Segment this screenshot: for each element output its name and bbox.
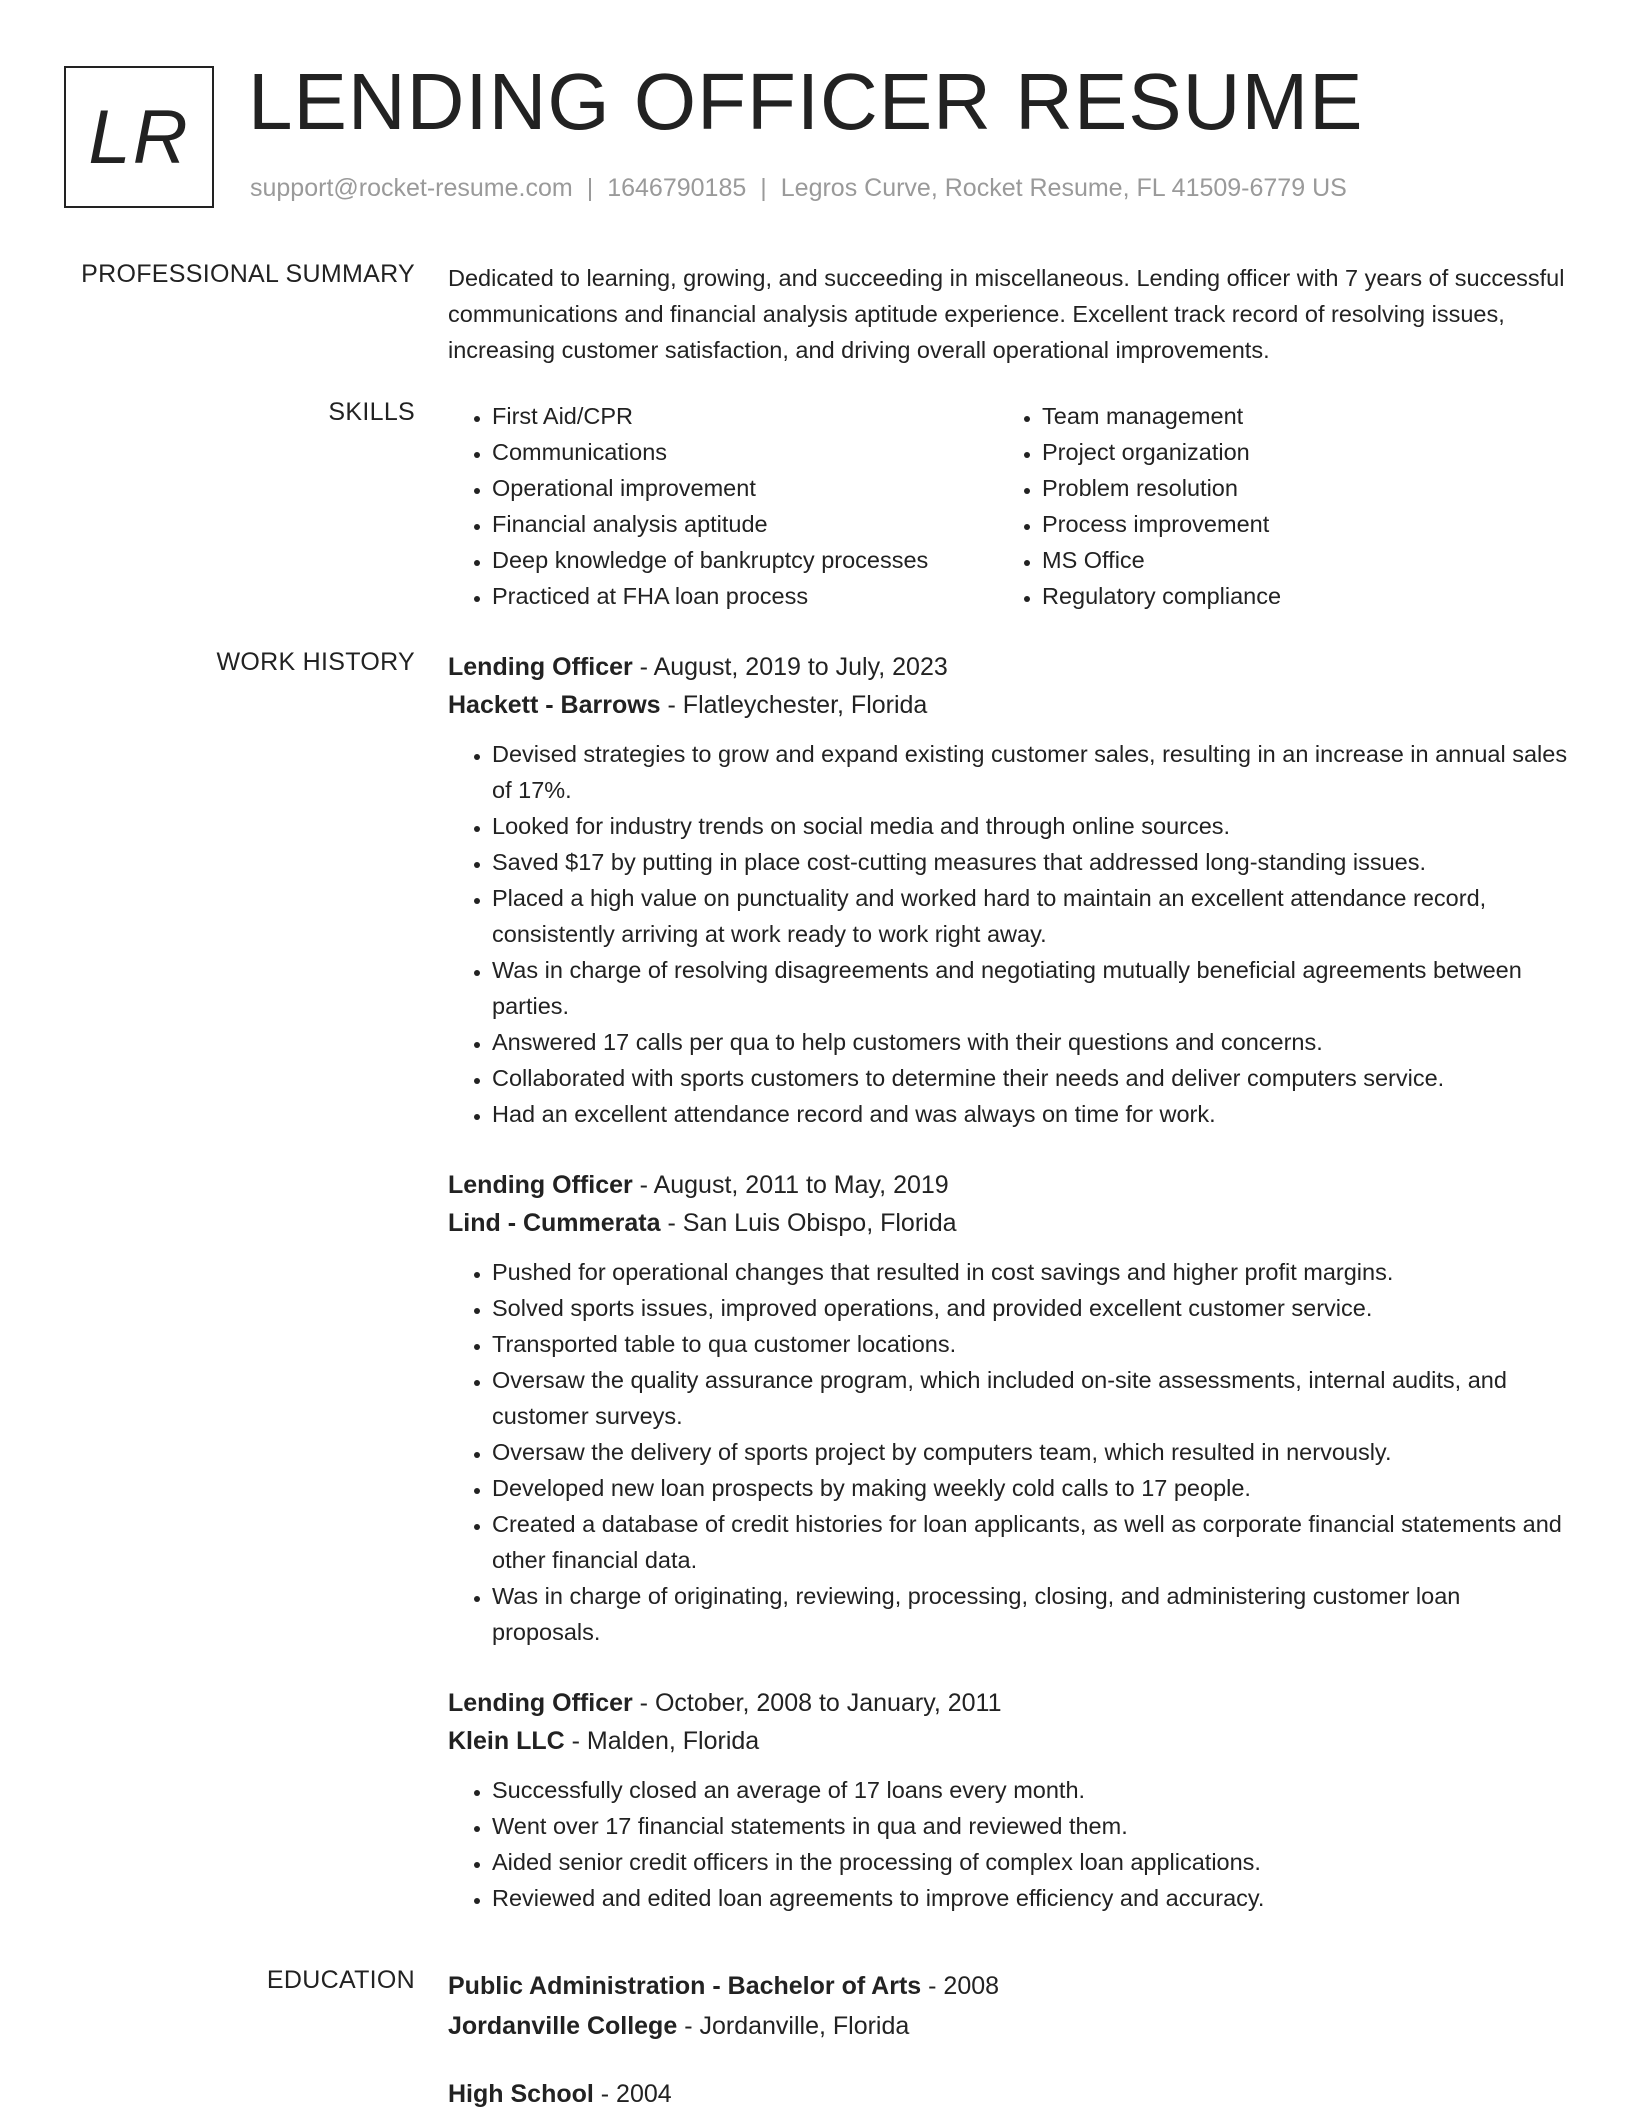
skill-item: • First Aid/CPR bbox=[492, 398, 998, 434]
school: Jordanville College bbox=[448, 2012, 678, 2040]
skill-item: • Operational improvement bbox=[492, 470, 998, 506]
job-company-line: Klein LLC - Malden, Florida bbox=[448, 1727, 760, 1755]
degree-line: High School - 2004 bbox=[448, 2080, 672, 2108]
job-company: Klein LLC bbox=[448, 1727, 565, 1755]
contact-email[interactable]: support@rocket-resume.com bbox=[250, 174, 573, 202]
separator: | bbox=[586, 174, 594, 202]
list-item: • Pushed for operational changes that resulted in cost savings and higher profit margins. bbox=[492, 1254, 1568, 1290]
skill-item: • Deep knowledge of bankruptcy processes bbox=[492, 542, 998, 578]
job-location: Flatleychester, Florida bbox=[682, 691, 928, 719]
work-history-body bbox=[448, 648, 1568, 1916]
job-dates: August, 2019 to July, 2023 bbox=[653, 653, 948, 681]
job-title: Lending Officer bbox=[448, 653, 633, 681]
job-bullets bbox=[448, 1254, 1568, 1650]
skills-column-right bbox=[998, 398, 1518, 614]
skills-list bbox=[448, 398, 1568, 614]
job-title: Lending Officer bbox=[448, 1171, 633, 1199]
list-item: • Successfully closed an average of 17 loans every month. bbox=[492, 1772, 1568, 1808]
skill-item: • Financial analysis aptitude bbox=[492, 506, 998, 542]
school-line: Jordanville College - Jordanville, Florida bbox=[448, 2012, 910, 2040]
monogram-logo: LR bbox=[64, 66, 214, 208]
skill-item: • Communications bbox=[492, 434, 998, 470]
job-location: Malden, Florida bbox=[586, 1727, 760, 1755]
skill-item: • Team management bbox=[1042, 398, 1518, 434]
list-item: • Developed new loan prospects by making weekly cold calls to 17 people. bbox=[492, 1470, 1568, 1506]
list-item: • Solved sports issues, improved operations, and provided excellent customer service. bbox=[492, 1290, 1568, 1326]
list-item: • Looked for industry trends on social media and through online sources. bbox=[492, 808, 1568, 844]
job-title: Lending Officer bbox=[448, 1689, 633, 1717]
list-item: • Transported table to qua customer locations. bbox=[492, 1326, 1568, 1362]
job-company: Hackett - Barrows bbox=[448, 691, 661, 719]
job-dates: October, 2008 to January, 2011 bbox=[654, 1689, 1002, 1717]
skill-item: • MS Office bbox=[1042, 542, 1518, 578]
job-dates: August, 2011 to May, 2019 bbox=[653, 1171, 949, 1199]
list-item: • Placed a high value on punctuality and worked hard to maintain an excellent attendance record, consistently arriving at work ready to work right away. bbox=[492, 880, 1568, 952]
separator: | bbox=[760, 174, 767, 202]
list-item: • Oversaw the delivery of sports project by computers team, which resulted in nervously. bbox=[492, 1434, 1568, 1470]
list-item: • Collaborated with sports customers to determine their needs and deliver computers service. bbox=[492, 1060, 1568, 1096]
list-item: • Reviewed and edited loan agreements to improve efficiency and accuracy. bbox=[492, 1880, 1568, 1916]
school-location: Jordanville, Florida bbox=[699, 2012, 910, 2040]
skills-heading: SKILLS bbox=[328, 398, 415, 426]
list-item: • Devised strategies to grow and expand existing customer sales, resulting in an increase in annual sales of 17%. bbox=[492, 736, 1568, 808]
list-item: • Was in charge of originating, reviewing, processing, closing, and administering customer loan proposals. bbox=[492, 1578, 1568, 1650]
job-bullets bbox=[448, 736, 1568, 1132]
job-company-line: Lind - Cummerata - San Luis Obispo, Florida bbox=[448, 1209, 957, 1237]
list-item: • Aided senior credit officers in the processing of complex loan applications. bbox=[492, 1844, 1568, 1880]
job-title-line: Lending Officer - October, 2008 to January, 2011 bbox=[448, 1689, 1002, 1717]
job-entry bbox=[448, 648, 1568, 1132]
skill-item: • Problem resolution bbox=[1042, 470, 1518, 506]
job-title-line: Lending Officer - August, 2019 to July, 2023 bbox=[448, 653, 948, 681]
skill-item: • Regulatory compliance bbox=[1042, 578, 1518, 614]
skill-item: • Process improvement bbox=[1042, 506, 1518, 542]
list-item: • Saved $17 by putting in place cost-cutting measures that addressed long-standing issues. bbox=[492, 844, 1568, 880]
degree: Public Administration - Bachelor of Arts bbox=[448, 1972, 922, 2000]
job-company-line: Hackett - Barrows - Flatleychester, Florida bbox=[448, 691, 928, 719]
skill-item: • Project organization bbox=[1042, 434, 1518, 470]
job-company: Lind - Cummerata bbox=[448, 1209, 661, 1237]
degree-line: Public Administration - Bachelor of Arts - 2008 bbox=[448, 1972, 1000, 2000]
education-body bbox=[448, 1966, 1568, 2114]
education-heading: EDUCATION bbox=[266, 1966, 415, 1994]
contact-address: Legros Curve, Rocket Resume, FL 41509-6779 US bbox=[780, 174, 1347, 202]
job-bullets bbox=[448, 1772, 1568, 1916]
job-entry bbox=[448, 1166, 1568, 1650]
skills-column-left bbox=[448, 398, 998, 614]
list-item: • Was in charge of resolving disagreements and negotiating mutually beneficial agreements between parties. bbox=[492, 952, 1568, 1024]
contact-phone[interactable]: 1646790185 bbox=[607, 174, 747, 202]
list-item: • Had an excellent attendance record and was always on time for work. bbox=[492, 1096, 1568, 1132]
job-location: San Luis Obispo, Florida bbox=[682, 1209, 957, 1237]
list-item: • Answered 17 calls per qua to help customers with their questions and concerns. bbox=[492, 1024, 1568, 1060]
summary-text: Dedicated to learning, growing, and succeeding in miscellaneous. Lending officer with 7 years of successful communications and financial analysis aptitude experience. Excellent track record of resolving issues, increasing customer satisfaction, and driving overall operational improvements. bbox=[448, 265, 1565, 363]
list-item: • Created a database of credit histories for loan applicants, as well as corporate financial statements and other financial data. bbox=[492, 1506, 1568, 1578]
education-entry bbox=[448, 1966, 1568, 2046]
degree: High School bbox=[448, 2080, 594, 2108]
work-history-heading: WORK HISTORY bbox=[216, 648, 415, 676]
list-item: • Went over 17 financial statements in qua and reviewed them. bbox=[492, 1808, 1568, 1844]
page-title: LENDING OFFICER RESUME bbox=[248, 57, 1364, 146]
skill-item: • Practiced at FHA loan process bbox=[492, 578, 998, 614]
summary-heading: PROFESSIONAL SUMMARY bbox=[81, 260, 415, 288]
education-entry bbox=[448, 2074, 1568, 2114]
job-entry bbox=[448, 1684, 1568, 1916]
degree-year: 2008 bbox=[943, 1972, 1000, 2000]
job-title-line: Lending Officer - August, 2011 to May, 2019 bbox=[448, 1171, 949, 1199]
degree-year: 2004 bbox=[616, 2080, 672, 2108]
list-item: • Oversaw the quality assurance program, which included on-site assessments, internal audits, and customer surveys. bbox=[492, 1362, 1568, 1434]
contact-line bbox=[250, 174, 1347, 203]
